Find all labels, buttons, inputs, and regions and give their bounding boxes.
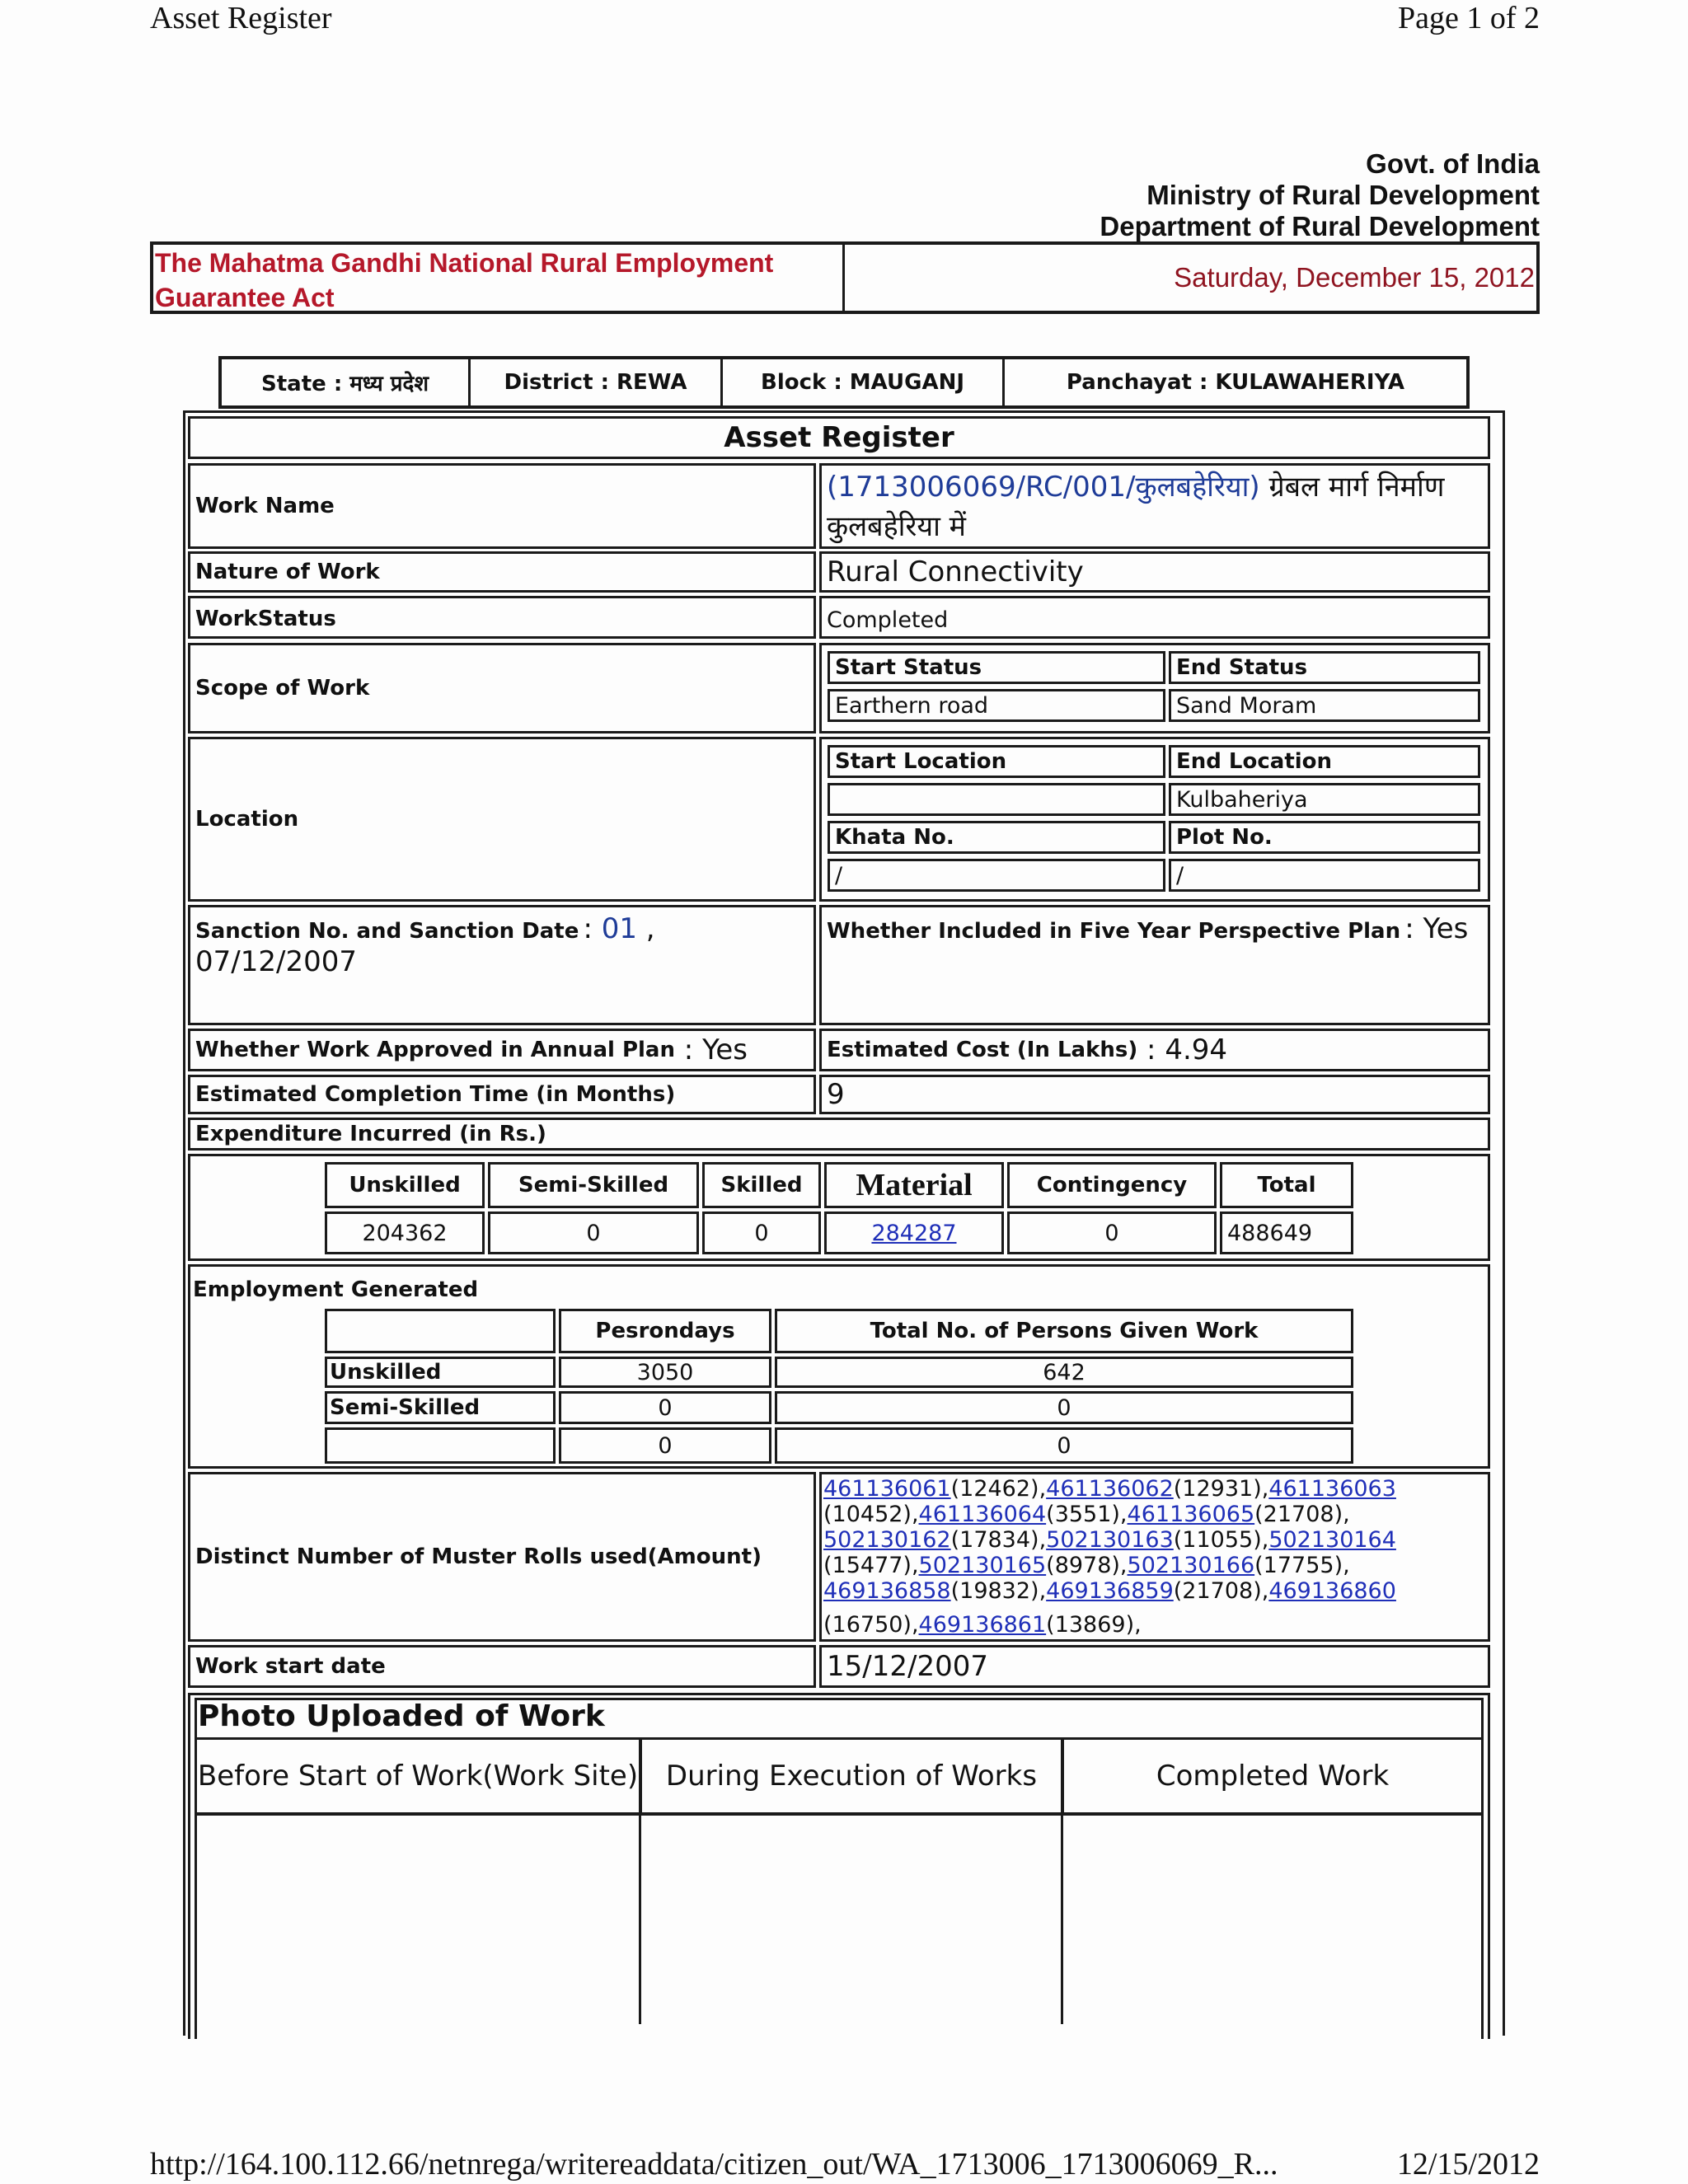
exp-header-skilled [702, 1162, 821, 1208]
muster-amount: (12462), [950, 1476, 1047, 1502]
photo-slot-completed [1062, 1813, 1484, 2024]
employment-row-persons [775, 1427, 1353, 1464]
act-title: The Mahatma Gandhi National Rural Employment Guarantee Act [155, 248, 774, 312]
start-status-header [828, 651, 1165, 684]
employment-row-days [559, 1391, 771, 1424]
employment-row-days [559, 1427, 771, 1464]
employment-header-days [559, 1309, 771, 1353]
est-cost-label: Estimated Cost (In Lakhs) [827, 1038, 1138, 1062]
exp-value-skilled [702, 1212, 821, 1254]
employment-row-persons [775, 1357, 1353, 1388]
muster-roll-link[interactable]: 469136859 [1046, 1578, 1174, 1604]
photo-title: Photo Uploaded of Work [198, 1699, 605, 1733]
exp-value-skilled-text: 0 [754, 1220, 769, 1246]
muster-roll-link[interactable]: 461136063 [1268, 1476, 1396, 1502]
start-location-label: Start Location [835, 749, 1007, 774]
exp-header-contingency [1007, 1162, 1217, 1208]
employment-row-persons-text: 0 [1057, 1394, 1071, 1421]
exp-header-total [1220, 1162, 1353, 1208]
state-label: State : मध्य प्रदेश [261, 372, 429, 396]
govt-line-1: Govt. of India [1366, 148, 1540, 179]
photo-slot-before [195, 1813, 641, 2024]
exp-value-unskilled-text: 204362 [362, 1220, 448, 1246]
end-status-label: End Status [1176, 655, 1308, 680]
muster-roll-link[interactable]: 502130162 [823, 1527, 951, 1553]
muster-roll-link[interactable]: 461136065 [1127, 1502, 1255, 1527]
photo-header-before [195, 1737, 641, 1815]
exp-value-total [1220, 1212, 1353, 1254]
panchayat-label: Panchayat : KULAWAHERIYA [1066, 370, 1405, 395]
muster-roll-link[interactable]: 461136061 [823, 1476, 951, 1502]
exp-value-contingency-text: 0 [1104, 1220, 1119, 1246]
employment-row-days-text: 0 [658, 1394, 673, 1421]
muster-amount: (8978), [1046, 1553, 1128, 1578]
district-label: District : REWA [504, 370, 687, 395]
work-start-value: 15/12/2007 [827, 1650, 988, 1683]
footer-url: http://164.100.112.66/netnrega/writereaddata/citizen_out/WA_1713006_1713006069_R... [150, 2147, 1278, 2182]
location-label: Location [195, 807, 299, 832]
muster-amount: (13869), [1046, 1612, 1142, 1638]
muster-amount: (19832), [950, 1578, 1047, 1604]
govt-header [1100, 148, 1540, 242]
muster-amount: (17834), [950, 1527, 1047, 1553]
end-location-header [1169, 745, 1480, 778]
exp-header-unskilled-text: Unskilled [349, 1173, 461, 1197]
exp-header-material-text: Material [856, 1168, 973, 1202]
five-year-label: Whether Included in Five Year Perspective Plan [827, 919, 1401, 944]
photo-header-completed-text: Completed Work [1156, 1760, 1390, 1793]
employment-row-label-text: Unskilled [330, 1360, 442, 1385]
est-time-label: Estimated Completion Time (in Months) [195, 1082, 676, 1107]
photo-header-during-text: During Execution of Works [665, 1760, 1038, 1793]
muster-line [823, 1502, 1486, 1527]
sanction-date: 07/12/2007 [195, 945, 357, 978]
muster-roll-link[interactable]: 469136860 [1268, 1578, 1396, 1604]
five-year-cell: Whether Included in Five Year Perspective Plan : Yes [819, 905, 1490, 1025]
sanction-label: Sanction No. and Sanction Date [195, 919, 579, 944]
sanction-number: 01 [601, 912, 637, 945]
muster-amount: (12931), [1173, 1476, 1269, 1502]
plot-label: Plot No. [1176, 825, 1273, 850]
annual-plan-cell: Whether Work Approved in Annual Plan : Yes [188, 1029, 816, 1071]
muster-line [823, 1612, 1486, 1638]
muster-value-cell [819, 1472, 1490, 1642]
est-time-value-cell [819, 1075, 1490, 1114]
start-status-value: Earthern road [835, 692, 989, 719]
work-code: (1713006069/RC/001/कुलबहेरिया) [827, 471, 1260, 504]
exp-header-semiskilled [488, 1162, 699, 1208]
start-location-cell [828, 783, 1165, 816]
exp-header-total-text: Total [1257, 1173, 1316, 1197]
end-location-label: End Location [1176, 749, 1333, 774]
employment-row-days-text: 0 [658, 1432, 673, 1459]
act-banner-divider [842, 241, 845, 314]
khata-header [828, 821, 1165, 854]
material-link[interactable]: 284287 [871, 1220, 957, 1246]
muster-roll-link[interactable]: 461136064 [918, 1502, 1047, 1527]
khata-cell [828, 859, 1165, 892]
muster-label: Distinct Number of Muster Rolls used(Amount) [195, 1544, 762, 1569]
muster-amount: (21708), [1173, 1578, 1269, 1604]
muster-amount: (11055), [1173, 1527, 1269, 1553]
muster-amount: (10452), [823, 1502, 919, 1527]
muster-amount: (3551), [1046, 1502, 1128, 1527]
khata-label: Khata No. [835, 825, 954, 850]
status-label: WorkStatus [195, 607, 336, 631]
nature-value: Rural Connectivity [827, 555, 1084, 588]
govt-line-2: Ministry of Rural Development [1146, 180, 1540, 210]
employment-header-persons [775, 1309, 1353, 1353]
muster-amount: (15477), [823, 1553, 919, 1578]
exp-header-contingency-text: Contingency [1036, 1173, 1188, 1197]
status-value: Completed [827, 607, 949, 633]
end-status-header [1169, 651, 1480, 684]
muster-roll-link[interactable]: 469136858 [823, 1578, 951, 1604]
end-status-cell [1169, 689, 1480, 722]
exp-value-unskilled [325, 1212, 485, 1254]
work-start-label: Work start date [195, 1654, 386, 1679]
employment-title: Employment Generated [193, 1277, 479, 1302]
five-year-value: Yes [1423, 912, 1469, 945]
start-location-header [828, 745, 1165, 778]
sanction-cell: Sanction No. and Sanction Date : 01 , 07/12/2007 [188, 905, 816, 1025]
employment-row-label-text: Semi-Skilled [330, 1395, 481, 1420]
employment-row-days-text: 3050 [636, 1359, 694, 1385]
employment-row-days [559, 1357, 771, 1388]
work-name-value-cell [819, 463, 1490, 549]
photo-slot-during [640, 1813, 1063, 2024]
employment-header-days-text: Pesrondays [595, 1319, 735, 1343]
work-description: ग्रेबल मार्ग निर्माण कुलबहेरिया में [827, 471, 1445, 543]
muster-amount: (16750), [823, 1612, 919, 1638]
annual-plan-label: Whether Work Approved in Annual Plan [195, 1038, 675, 1062]
exp-value-semiskilled-text: 0 [586, 1220, 601, 1246]
muster-roll-link[interactable]: 469136861 [918, 1612, 1047, 1638]
est-cost-cell: Estimated Cost (In Lakhs) : 4.94 [819, 1029, 1490, 1071]
employment-row-persons-text: 0 [1057, 1432, 1071, 1459]
start-status-cell [828, 689, 1165, 722]
photo-header-completed [1062, 1737, 1484, 1815]
muster-roll-link[interactable]: 502130165 [918, 1553, 1047, 1578]
muster-roll-link[interactable]: 502130163 [1046, 1527, 1174, 1553]
exp-value-contingency [1007, 1212, 1217, 1254]
employment-row-label [325, 1357, 556, 1388]
est-time-label-cell [188, 1075, 816, 1114]
start-status-label: Start Status [835, 655, 982, 680]
scope-label-cell [188, 643, 816, 733]
muster-line [823, 1527, 1486, 1553]
footer-date: 12/15/2012 [1396, 2147, 1540, 2182]
khata-value: / [835, 862, 843, 888]
exp-header-skilled-text: Skilled [720, 1173, 803, 1197]
employment-row-label [325, 1391, 556, 1424]
est-time-value: 9 [827, 1078, 845, 1111]
muster-roll-link[interactable]: 502130166 [1127, 1553, 1255, 1578]
employment-row-persons [775, 1391, 1353, 1424]
plot-value: / [1176, 862, 1184, 888]
est-cost-value: 4.94 [1165, 1033, 1228, 1066]
expenditure-label: Expenditure Incurred (in Rs.) [195, 1122, 546, 1146]
employment-header-persons-text: Total No. of Persons Given Work [870, 1319, 1259, 1343]
report-date: Saturday, December 15, 2012 [1174, 262, 1535, 293]
expenditure-label-cell [188, 1118, 1490, 1151]
nature-label: Nature of Work [195, 560, 380, 584]
status-value-cell [819, 596, 1490, 639]
scope-label: Scope of Work [195, 676, 370, 701]
photo-header-before-text: Before Start of Work(Work Site) [197, 1760, 639, 1793]
nature-value-cell [819, 551, 1490, 593]
print-header-title: Asset Register [150, 1, 332, 35]
muster-roll-link[interactable]: 502130164 [1268, 1527, 1396, 1553]
muster-amount: (17755), [1254, 1553, 1350, 1578]
muster-roll-link[interactable]: 461136062 [1046, 1476, 1174, 1502]
muster-line [823, 1476, 1486, 1502]
work-start-label-cell [188, 1645, 816, 1688]
end-status-value: Sand Moram [1176, 692, 1317, 719]
end-location-value: Kulbaheriya [1176, 786, 1308, 813]
location-label-cell [188, 737, 816, 902]
end-location-cell [1169, 783, 1480, 816]
exp-value-total-text: 488649 [1227, 1220, 1313, 1246]
register-title-text: Asset Register [724, 421, 954, 454]
work-name-label-cell [188, 463, 816, 549]
exp-value-material [824, 1212, 1004, 1254]
employment-row-label [325, 1427, 556, 1464]
exp-header-material [824, 1162, 1004, 1208]
annual-plan-value: Yes [702, 1033, 748, 1066]
photo-header-during [640, 1737, 1063, 1815]
muster-line [823, 1553, 1486, 1578]
employment-row-persons-text: 642 [1043, 1359, 1085, 1385]
work-name-label: Work Name [195, 494, 335, 518]
exp-header-semiskilled-text: Semi-Skilled [518, 1173, 669, 1197]
register-title [188, 416, 1490, 459]
muster-label-cell [188, 1472, 816, 1642]
muster-line [823, 1578, 1486, 1604]
nature-label-cell [188, 551, 816, 593]
block-label: Block : MAUGANJ [761, 370, 964, 395]
muster-amount: (21708), [1254, 1502, 1350, 1527]
employment-header-blank [325, 1309, 556, 1353]
exp-value-semiskilled [488, 1212, 699, 1254]
work-start-value-cell [819, 1645, 1490, 1688]
plot-cell [1169, 859, 1480, 892]
plot-header [1169, 821, 1480, 854]
govt-line-3: Department of Rural Development [1100, 211, 1540, 241]
exp-header-unskilled [325, 1162, 485, 1208]
status-label-cell [188, 596, 816, 639]
page-number: Page 1 of 2 [1397, 1, 1540, 35]
